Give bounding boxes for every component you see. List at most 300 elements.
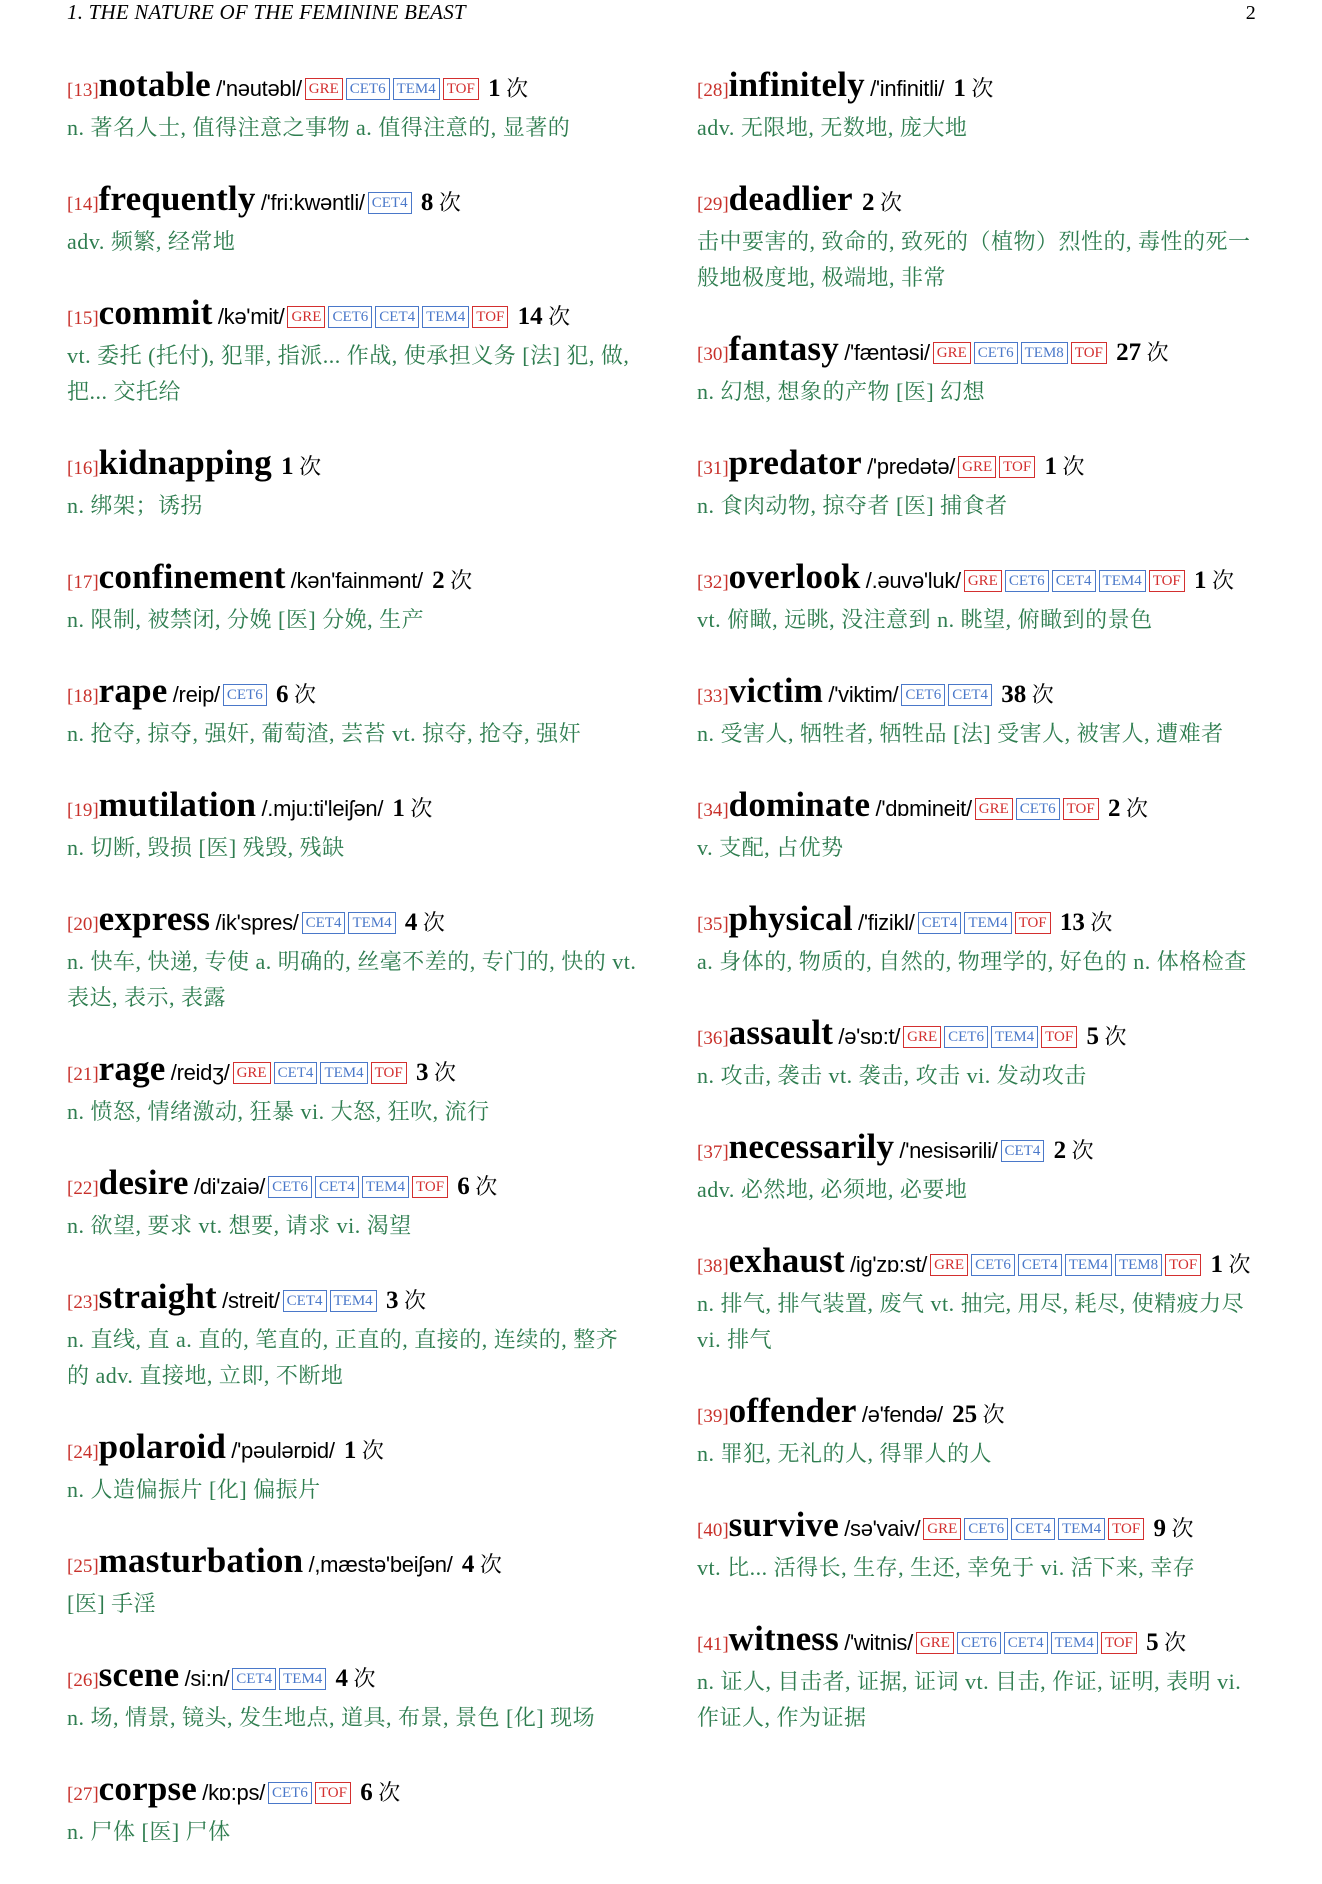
exam-tag: GRE: [903, 1026, 941, 1048]
entry-index: [26]: [67, 1670, 99, 1691]
entry-definition: vt. 委托 (托付), 犯罪, 指派... 作战, 使承担义务 [法] 犯, 做, 把... 交托给: [67, 343, 630, 404]
frequency-count: [421, 190, 461, 215]
exam-tag: GRE: [305, 78, 343, 100]
entry-headline: [697, 66, 1267, 110]
entry-definition: n. 切断, 毁损 [医] 残毁, 残缺: [67, 835, 345, 860]
count-number: 9: [1153, 1515, 1166, 1542]
count-unit: 次: [450, 568, 473, 593]
exam-tag: GRE: [233, 1062, 271, 1084]
entry-headline: [67, 180, 637, 224]
entry-index: [33]: [697, 686, 729, 707]
exam-tag: GRE: [916, 1632, 954, 1654]
entry-definition: n. 人造偏振片 [化] 偏振片: [67, 1477, 321, 1502]
count-unit: 次: [438, 190, 461, 215]
entry-word: frequently: [98, 179, 256, 218]
exam-tag: TEM4: [1099, 570, 1146, 592]
frequency-count: [1116, 340, 1169, 365]
exam-tag: TOF: [315, 1782, 351, 1804]
entry-index: [31]: [697, 458, 729, 479]
count-number: 14: [517, 303, 543, 330]
exam-tag: GRE: [287, 306, 325, 328]
entry-definition: n. 欲望, 要求 vt. 想要, 请求 vi. 渴望: [67, 1213, 412, 1238]
vocab-entry: [67, 558, 637, 638]
entry-headline: [697, 1014, 1267, 1058]
entry-pronunciation: /streit/: [222, 1288, 280, 1313]
entry-pronunciation: /'witnis/: [844, 1630, 913, 1655]
entry-pronunciation: /'nəutəbl/: [216, 76, 302, 101]
exam-tag: CET4: [1011, 1518, 1055, 1540]
entry-definition: n. 限制, 被禁闭, 分娩 [医] 分娩, 生产: [67, 607, 425, 632]
entry-index: [32]: [697, 572, 729, 593]
exam-tag: CET6: [346, 78, 390, 100]
entry-word: infinitely: [728, 65, 865, 104]
entry-index: [27]: [67, 1784, 99, 1805]
vocab-entry: [697, 1242, 1267, 1358]
count-unit: 次: [1212, 568, 1235, 593]
entry-pronunciation: /reip/: [172, 682, 220, 707]
count-number: 3: [415, 1059, 429, 1086]
frequency-count: [1060, 910, 1113, 935]
entry-pronunciation: /ig'zɒ:st/: [850, 1252, 928, 1277]
frequency-count: [360, 1780, 400, 1805]
exam-tag: TEM4: [330, 1290, 377, 1312]
entry-definition: v. 支配, 占优势: [697, 835, 844, 860]
count-number: 1: [392, 795, 405, 822]
entry-definition: n. 尸体 [医] 尸体: [67, 1819, 231, 1844]
exam-tag: TEM4: [279, 1668, 326, 1690]
count-unit: 次: [1164, 1630, 1187, 1655]
count-unit: 次: [475, 1174, 498, 1199]
entry-definition: n. 著名人士, 值得注意之事物 a. 值得注意的, 显著的: [67, 115, 571, 140]
entry-pronunciation: /kə'mit/: [217, 304, 285, 329]
entry-definition: vt. 俯瞰, 远眺, 没注意到 n. 眺望, 俯瞰到的景色: [697, 607, 1153, 632]
exam-tag: TOF: [1015, 912, 1051, 934]
count-unit: 次: [1171, 1516, 1194, 1541]
exam-tag: CET6: [1016, 798, 1060, 820]
exam-tag: TEM4: [964, 912, 1011, 934]
count-number: 4: [461, 1551, 475, 1578]
frequency-count: [457, 1174, 497, 1199]
exam-tag: CET6: [223, 684, 267, 706]
entry-definition: n. 抢夺, 掠夺, 强奸, 葡萄渣, 芸苔 vt. 掠夺, 抢夺, 强奸: [67, 721, 582, 746]
exam-tag: TEM8: [1115, 1254, 1162, 1276]
vocab-entry: [67, 1542, 637, 1622]
exam-tag: CET4: [368, 192, 412, 214]
exam-tag: CET6: [1005, 570, 1049, 592]
entry-index: [41]: [697, 1634, 729, 1655]
entry-word: physical: [728, 899, 853, 938]
count-unit: 次: [299, 454, 322, 479]
count-number: 6: [360, 1779, 373, 1806]
entry-headline: [697, 1620, 1267, 1664]
entry-definition: n. 受害人, 牺牲者, 牺牲品 [法] 受害人, 被害人, 遭难者: [697, 721, 1224, 746]
frequency-count: [392, 796, 432, 821]
count-unit: 次: [1071, 1138, 1094, 1163]
count-number: 27: [1116, 339, 1142, 366]
exam-tag: CET4: [302, 912, 346, 934]
frequency-count: [952, 1402, 1005, 1427]
entry-pronunciation: /sə'vaiv/: [844, 1516, 921, 1541]
exam-tag: CET4: [274, 1062, 318, 1084]
entry-index: [29]: [697, 194, 729, 215]
entries-columns: [67, 66, 1267, 1884]
exam-tag: TOF: [1165, 1254, 1201, 1276]
entry-word: commit: [98, 293, 213, 332]
count-unit: 次: [1090, 910, 1113, 935]
vocab-entry: [67, 786, 637, 866]
entry-pronunciation: /.mju:ti'leiʃən/: [261, 796, 384, 821]
frequency-count: [488, 76, 528, 101]
entry-word: dominate: [728, 785, 871, 824]
entry-index: [30]: [697, 344, 729, 365]
frequency-count: [1054, 1138, 1094, 1163]
entry-word: scene: [98, 1655, 180, 1694]
entry-headline: [67, 1770, 637, 1814]
exam-tag: GRE: [964, 570, 1002, 592]
exam-tag: TEM4: [362, 1176, 409, 1198]
entry-pronunciation: /'dɒmineit/: [875, 796, 972, 821]
vocab-entry: [697, 1506, 1267, 1586]
entry-index: [28]: [697, 80, 729, 101]
entry-headline: [67, 66, 637, 110]
entry-index: [19]: [67, 800, 99, 821]
entry-index: [34]: [697, 800, 729, 821]
count-number: 38: [1001, 681, 1027, 708]
entry-word: notable: [98, 65, 211, 104]
vocab-entry: [697, 1620, 1267, 1736]
count-number: 1: [1044, 453, 1057, 480]
count-number: 2: [432, 567, 445, 594]
vocab-entry: [67, 1278, 637, 1394]
entry-headline: [697, 330, 1267, 374]
exam-tag: GRE: [930, 1254, 968, 1276]
frequency-count: [416, 1060, 456, 1085]
exam-tag: TOF: [1041, 1026, 1077, 1048]
exam-tag: GRE: [958, 456, 996, 478]
vocab-entry: [67, 294, 637, 410]
vocab-entry: [697, 672, 1267, 752]
count-unit: 次: [361, 1438, 384, 1463]
entry-pronunciation: /'viktim/: [828, 682, 899, 707]
entry-word: fantasy: [728, 329, 839, 368]
entry-definition: adv. 无限地, 无数地, 庞大地: [697, 115, 968, 140]
frequency-count: [953, 76, 993, 101]
entry-index: [23]: [67, 1292, 99, 1313]
entry-pronunciation: /di'zaiə/: [193, 1174, 266, 1199]
entry-definition: 击中要害的, 致命的, 致死的（植物）烈性的, 毒性的死一般地极度地, 极端地, 非常: [697, 229, 1251, 290]
entry-index: [21]: [67, 1064, 99, 1085]
entry-definition: n. 绑架；诱拐: [67, 493, 204, 518]
exam-tag: TEM8: [1021, 342, 1068, 364]
entry-word: assault: [728, 1013, 834, 1052]
count-number: 4: [335, 1665, 349, 1692]
frequency-count: [344, 1438, 384, 1463]
count-unit: 次: [1104, 1024, 1127, 1049]
entry-word: predator: [728, 443, 862, 482]
entry-index: [14]: [67, 194, 99, 215]
vocab-entry: [697, 558, 1267, 638]
exam-tag: CET4: [918, 912, 962, 934]
count-number: 1: [1194, 567, 1207, 594]
entry-index: [35]: [697, 914, 729, 935]
entry-word: mutilation: [98, 785, 257, 824]
entry-index: [15]: [67, 308, 99, 329]
exam-tag: CET4: [1052, 570, 1096, 592]
exam-tag: CET4: [375, 306, 419, 328]
count-unit: 次: [1031, 682, 1054, 707]
exam-tag: TOF: [1063, 798, 1099, 820]
exam-tag: CET6: [964, 1518, 1008, 1540]
frequency-count: [1086, 1024, 1126, 1049]
entry-definition: n. 愤怒, 情绪激动, 狂暴 vi. 大怒, 狂吹, 流行: [67, 1099, 490, 1124]
count-number: 8: [420, 189, 434, 216]
entry-definition: n. 证人, 目击者, 证据, 证词 vt. 目击, 作证, 证明, 表明 vi. 作证人, 作为证据: [697, 1669, 1242, 1730]
vocab-entry: [697, 786, 1267, 866]
entry-pronunciation: /,mæstə'beiʃən/: [308, 1552, 453, 1577]
count-unit: 次: [506, 76, 529, 101]
count-unit: 次: [1125, 796, 1148, 821]
exam-tag: TOF: [443, 78, 479, 100]
exam-tag: TEM4: [1065, 1254, 1112, 1276]
chapter-title: 1. THE NATURE OF THE FEMININE BEAST: [67, 0, 466, 24]
entry-pronunciation: /.əuvə'luk/: [865, 568, 961, 593]
exam-tag: CET6: [328, 306, 372, 328]
entry-word: offender: [728, 1391, 857, 1430]
vocab-entry: [697, 1128, 1267, 1208]
entry-index: [39]: [697, 1406, 729, 1427]
exam-tag: TEM4: [422, 306, 469, 328]
count-number: 5: [1086, 1023, 1099, 1050]
entry-index: [37]: [697, 1142, 729, 1163]
exam-tag: CET4: [283, 1290, 327, 1312]
entry-headline: [67, 900, 637, 944]
frequency-count: [462, 1552, 502, 1577]
entry-definition: [医] 手淫: [67, 1591, 157, 1616]
exam-tag: CET6: [974, 342, 1018, 364]
vocab-entry: [67, 66, 637, 146]
exam-tag: TOF: [1108, 1518, 1144, 1540]
entry-pronunciation: /kɒ:ps/: [202, 1780, 266, 1805]
entry-pronunciation: /reidʒ/: [170, 1060, 230, 1085]
entry-definition: n. 直线, 直 a. 直的, 笔直的, 正直的, 直接的, 连续的, 整齐的 adv. 直接地, 立即, 不断地: [67, 1327, 619, 1388]
exam-tag: TEM4: [1058, 1518, 1105, 1540]
entry-pronunciation: /'infinitli/: [870, 76, 945, 101]
entry-definition: vt. 比... 活得长, 生存, 生还, 幸免于 vi. 活下来, 幸存: [697, 1555, 1196, 1580]
exam-tag: TOF: [1101, 1632, 1137, 1654]
entry-word: polaroid: [98, 1427, 227, 1466]
count-number: 1: [1210, 1251, 1223, 1278]
entry-pronunciation: /'pəulərɒid/: [231, 1438, 335, 1463]
frequency-count: [1108, 796, 1148, 821]
entry-pronunciation: /ə'sɒ:t/: [838, 1024, 901, 1049]
vocab-entry: [697, 330, 1267, 410]
entry-pronunciation: /'fri:kwəntli/: [260, 190, 365, 215]
vocab-entry: [697, 444, 1267, 524]
vocab-entry: [67, 1770, 637, 1850]
entry-word: deadlier: [728, 179, 853, 218]
count-unit: 次: [548, 304, 571, 329]
count-unit: 次: [1146, 340, 1169, 365]
entry-index: [17]: [67, 572, 99, 593]
entry-headline: [67, 1050, 637, 1094]
exam-tag: GRE: [933, 342, 971, 364]
entry-headline: [67, 444, 637, 488]
entry-definition: n. 食肉动物, 掠夺者 [医] 捕食者: [697, 493, 1008, 518]
vocab-entry: [697, 180, 1267, 296]
exam-tag: CET6: [971, 1254, 1015, 1276]
exam-tag: CET4: [948, 684, 992, 706]
right-column: [697, 66, 1267, 1884]
frequency-count: [336, 1666, 376, 1691]
count-number: 1: [488, 75, 501, 102]
count-unit: 次: [403, 1288, 426, 1313]
exam-tag: TOF: [1071, 342, 1107, 364]
entry-index: [20]: [67, 914, 99, 935]
frequency-count: [386, 1288, 426, 1313]
page-number: 2: [1245, 2, 1256, 24]
exam-tag: TOF: [999, 456, 1035, 478]
exam-tag: CET6: [268, 1176, 312, 1198]
count-unit: 次: [479, 1552, 502, 1577]
entry-index: [36]: [697, 1028, 729, 1049]
entry-index: [16]: [67, 458, 99, 479]
vocab-entry: [697, 1014, 1267, 1094]
entry-pronunciation: /'predətə/: [867, 454, 956, 479]
exam-tag: CET4: [315, 1176, 359, 1198]
entry-word: corpse: [98, 1769, 198, 1808]
count-unit: 次: [1228, 1252, 1251, 1277]
entry-word: exhaust: [728, 1241, 845, 1280]
entry-definition: adv. 频繁, 经常地: [67, 229, 236, 254]
count-number: 5: [1146, 1629, 1159, 1656]
vocab-entry: [67, 900, 637, 1016]
entry-index: [25]: [67, 1556, 99, 1577]
exam-tag: GRE: [975, 798, 1013, 820]
entry-word: desire: [98, 1163, 189, 1202]
count-unit: 次: [353, 1666, 376, 1691]
entry-headline: [697, 444, 1267, 488]
exam-tag: TEM4: [1051, 1632, 1098, 1654]
vocab-entry: [697, 1392, 1267, 1472]
exam-tag: CET4: [1018, 1254, 1062, 1276]
entry-headline: [697, 558, 1267, 602]
exam-tag: CET4: [1004, 1632, 1048, 1654]
count-unit: 次: [1062, 454, 1085, 479]
entry-pronunciation: /kən'fainmənt/: [290, 568, 423, 593]
entry-word: witness: [728, 1619, 839, 1658]
frequency-count: [862, 190, 902, 215]
count-number: 2: [1053, 1137, 1067, 1164]
entry-definition: n. 罪犯, 无礼的人, 得罪人的人: [697, 1441, 993, 1466]
count-number: 1: [281, 453, 294, 480]
entry-index: [40]: [697, 1520, 729, 1541]
entry-headline: [697, 1392, 1267, 1436]
entry-headline: [67, 672, 637, 716]
count-number: 13: [1059, 909, 1085, 936]
count-number: 1: [953, 75, 966, 102]
entry-headline: [67, 1428, 637, 1472]
exam-tag: TEM4: [320, 1062, 367, 1084]
frequency-count: [405, 910, 445, 935]
exam-tag: TEM4: [348, 912, 395, 934]
vocab-entry: [697, 66, 1267, 146]
frequency-count: [1210, 1252, 1250, 1277]
page-header: [67, 0, 1256, 28]
entry-word: straight: [98, 1277, 217, 1316]
exam-tag: GRE: [923, 1518, 961, 1540]
vocab-entry: [67, 1050, 637, 1130]
entry-definition: n. 攻击, 袭击 vt. 袭击, 攻击 vi. 发动攻击: [697, 1063, 1087, 1088]
frequency-count: [1153, 1516, 1193, 1541]
vocab-entry: [67, 1428, 637, 1508]
count-unit: 次: [410, 796, 433, 821]
count-unit: 次: [433, 1060, 456, 1085]
vocab-entry: [67, 1164, 637, 1244]
entry-headline: [67, 1278, 637, 1322]
entry-word: express: [98, 899, 211, 938]
entry-headline: [67, 1164, 637, 1208]
entry-definition: a. 身体的, 物质的, 自然的, 物理学的, 好色的 n. 体格检查: [697, 949, 1247, 974]
entry-pronunciation: /'nesisərili/: [899, 1138, 998, 1163]
count-unit: 次: [422, 910, 445, 935]
entry-headline: [67, 294, 637, 338]
entry-word: kidnapping: [98, 443, 272, 482]
entry-headline: [67, 1656, 637, 1700]
count-number: 6: [275, 681, 289, 708]
entry-word: masturbation: [98, 1541, 304, 1580]
exam-tag: CET6: [957, 1632, 1001, 1654]
vocab-entry: [67, 444, 637, 524]
entry-index: [24]: [67, 1442, 99, 1463]
frequency-count: [1001, 682, 1054, 707]
entry-pronunciation: /'fæntəsi/: [844, 340, 930, 365]
exam-tag: TEM4: [393, 78, 440, 100]
count-unit: 次: [971, 76, 994, 101]
entry-pronunciation: /ə'fendə/: [861, 1402, 943, 1427]
entry-headline: [67, 558, 637, 602]
entry-word: confinement: [98, 557, 286, 596]
entry-word: rage: [98, 1049, 166, 1088]
entry-headline: [697, 1506, 1267, 1550]
entry-word: survive: [728, 1505, 839, 1544]
count-number: 4: [404, 909, 418, 936]
entry-definition: n. 场, 情景, 镜头, 发生地点, 道具, 布景, 景色 [化] 现场: [67, 1705, 596, 1730]
exam-tag: CET6: [268, 1782, 312, 1804]
count-number: 25: [952, 1401, 978, 1428]
entry-headline: [697, 786, 1267, 830]
entry-index: [18]: [67, 686, 99, 707]
entry-headline: [697, 1242, 1267, 1286]
count-number: 6: [457, 1173, 470, 1200]
frequency-count: [518, 304, 571, 329]
exam-tag: TOF: [371, 1062, 407, 1084]
exam-tag: CET4: [1001, 1140, 1045, 1162]
frequency-count: [1044, 454, 1084, 479]
entry-headline: [697, 672, 1267, 716]
entry-definition: n. 幻想, 想象的产物 [医] 幻想: [697, 379, 986, 404]
count-unit: 次: [378, 1780, 401, 1805]
entry-pronunciation: /si:n/: [184, 1666, 230, 1691]
exam-tag: CET6: [944, 1026, 988, 1048]
frequency-count: [1194, 568, 1234, 593]
entry-word: overlook: [728, 557, 861, 596]
entry-headline: [697, 900, 1267, 944]
left-column: [67, 66, 637, 1884]
count-number: 1: [343, 1437, 357, 1464]
vocab-entry: [697, 900, 1267, 980]
vocab-entry: [67, 672, 637, 752]
vocab-entry: [67, 1656, 637, 1736]
